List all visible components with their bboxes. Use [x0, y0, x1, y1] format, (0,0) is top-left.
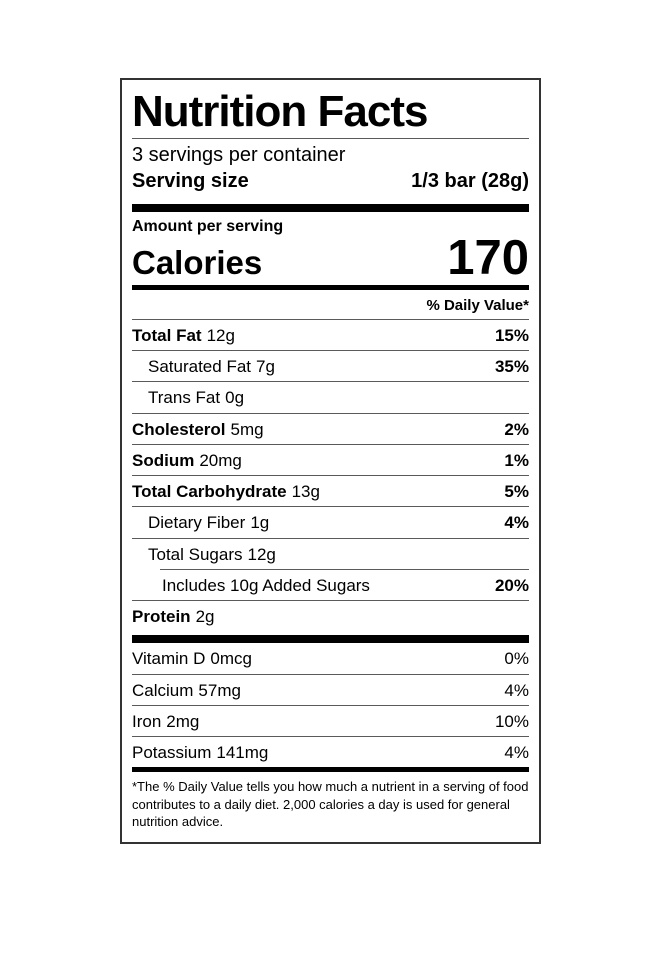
- nutrient-name: Total Sugars: [148, 544, 243, 564]
- nutrient-row-total-sugars: [132, 538, 529, 569]
- vitamin-dv: 4%: [504, 743, 529, 763]
- nutrient-dv: 2%: [504, 419, 529, 439]
- nutrient-amount: 5mg: [230, 419, 264, 439]
- nutrient-dv: 5%: [504, 482, 529, 502]
- daily-value-header: % Daily Value*: [426, 296, 529, 314]
- nutrient-row-cholesterol: [132, 413, 529, 444]
- vitamin-dv: 4%: [504, 680, 529, 700]
- nutrient-row-added-sugars: [132, 570, 529, 600]
- nutrient-name: Saturated Fat: [148, 357, 252, 377]
- vitamin-name: Iron: [132, 711, 162, 731]
- calories-value: 170: [447, 230, 529, 285]
- nutrient-amount: 12g: [206, 325, 235, 345]
- nutrient-row-saturated-fat: [132, 350, 529, 381]
- vitamin-amount: 57mg: [198, 680, 241, 700]
- thick-divider-top: [132, 204, 529, 212]
- nutrient-row-sodium: [132, 444, 529, 475]
- nutrient-amount: 20mg: [199, 450, 242, 470]
- vitamin-amount: 2mg: [166, 711, 200, 731]
- nutrient-row-total-carbohydrate: [132, 475, 529, 506]
- serving-size-label: Serving size: [132, 169, 249, 192]
- thick-divider-bottom: [132, 635, 529, 643]
- calories-label: Calories: [132, 243, 263, 281]
- serving-size-row: [132, 168, 529, 200]
- nutrient-amount: 7g: [256, 357, 275, 377]
- vitamin-name: Vitamin D: [132, 649, 206, 669]
- vitamin-row-iron: [132, 705, 529, 736]
- nutrient-amount: 1g: [250, 513, 270, 533]
- nutrient-name: Total Carbohydrate: [132, 482, 287, 502]
- vitamin-row-vitamin-d: [132, 643, 529, 673]
- nutrient-row-dietary-fiber: [132, 506, 529, 537]
- nutrient-dv: 15%: [494, 325, 529, 345]
- nutrient-row-protein: [132, 600, 529, 631]
- vitamin-row-calcium: [132, 674, 529, 705]
- serving-size-value: 1/3 bar (28g): [411, 169, 529, 192]
- nutrient-name: Protein: [132, 607, 191, 627]
- vitamin-name: Calcium: [132, 680, 194, 700]
- nutrient-amount: 12g: [247, 544, 276, 564]
- nutrient-row-trans-fat: [132, 381, 529, 412]
- nutrient-dv: 4%: [504, 513, 529, 533]
- vitamin-row-potassium: [132, 736, 529, 767]
- servings-per-container: 3 servings per container: [132, 143, 346, 166]
- nutrient-name: Cholesterol: [132, 419, 226, 439]
- vitamin-dv: 10%: [494, 711, 529, 731]
- label-title: Nutrition Facts: [132, 87, 428, 136]
- calories-row: [132, 230, 529, 285]
- nutrient-row-total-fat: [132, 319, 529, 350]
- nutrient-name: Dietary Fiber: [148, 513, 246, 533]
- amount-per-serving-label: Amount per serving: [132, 217, 284, 235]
- nutrient-dv: 20%: [494, 575, 529, 595]
- nutrient-name: Trans Fat: [148, 388, 221, 408]
- nutrient-dv: 1%: [504, 450, 529, 470]
- nutrient-amount: 0g: [225, 388, 245, 408]
- daily-value-footnote: *The % Daily Value tells you how much a nutrient in a serving of food contributes to a daily diet. 2,000 calories a day is used for general nutrition advice.: [132, 779, 529, 829]
- vitamin-dv: 0%: [504, 649, 529, 669]
- nutrient-name: Includes 10g Added Sugars: [162, 575, 370, 595]
- vitamin-amount: 141mg: [216, 743, 269, 763]
- vitamin-amount: 0mcg: [210, 649, 252, 669]
- nutrient-dv: 35%: [494, 357, 529, 377]
- nutrient-name: Total Fat: [132, 325, 202, 345]
- nutrient-name: Sodium: [132, 450, 195, 470]
- nutrient-amount: 13g: [291, 482, 320, 502]
- nutrient-amount: 2g: [195, 607, 215, 627]
- vitamin-name: Potassium: [132, 743, 212, 763]
- nutrition-facts-label: [120, 78, 541, 844]
